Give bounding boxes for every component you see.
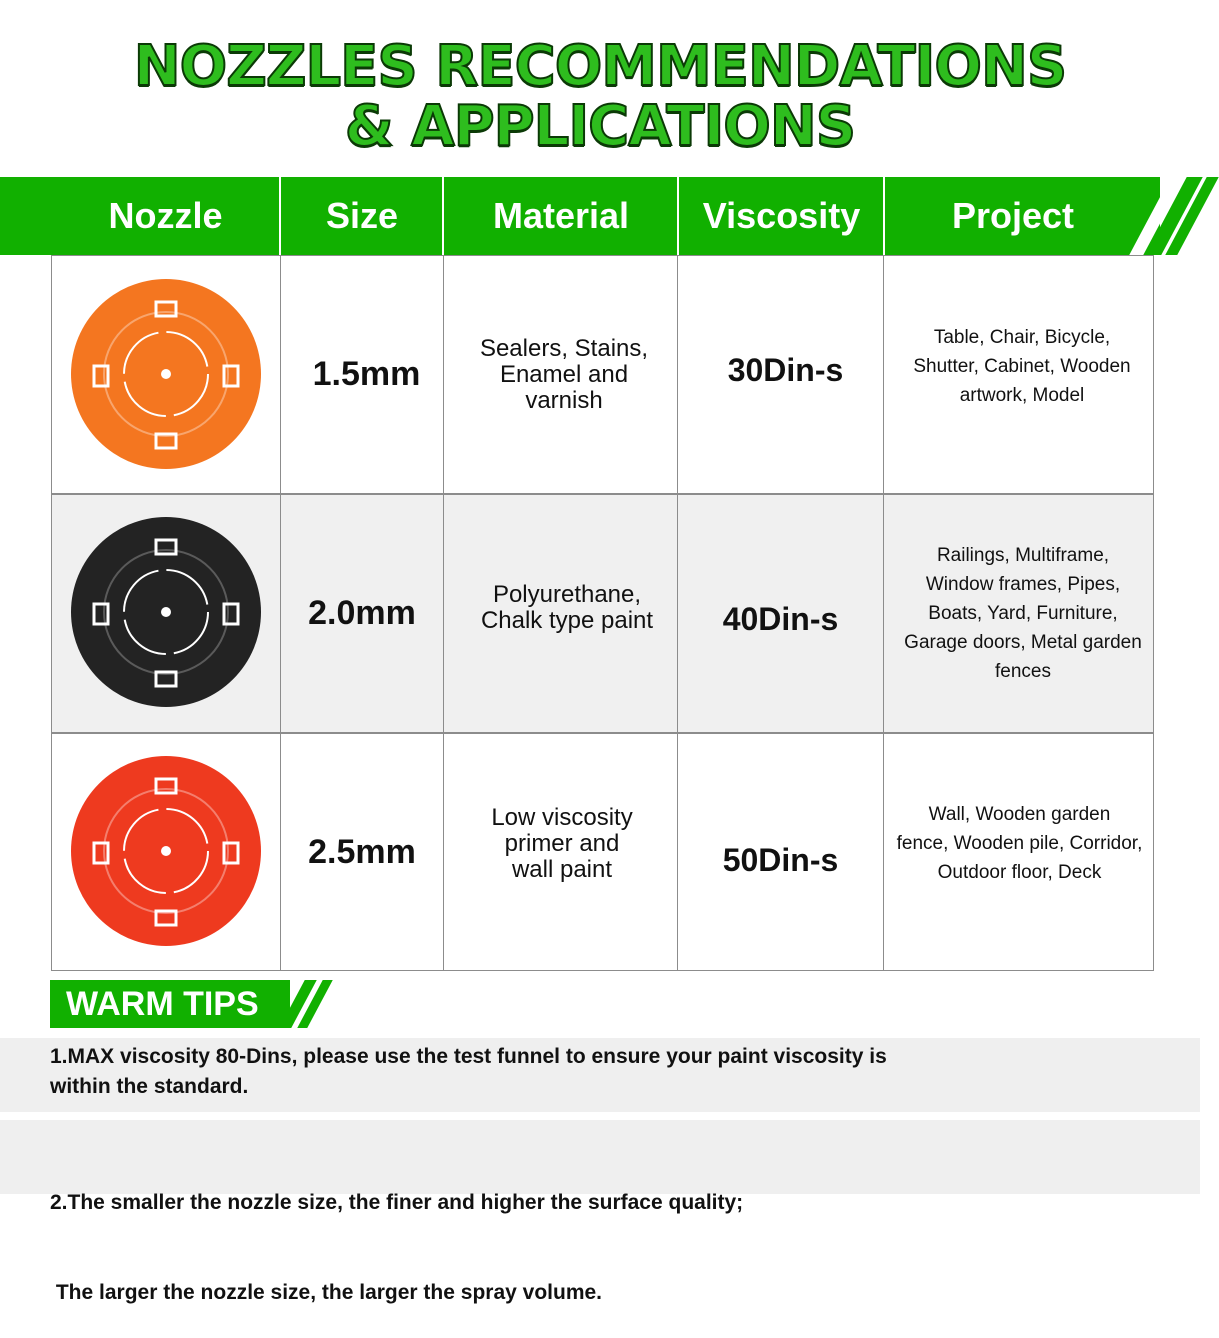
- page-title-line-2: & APPLICATIONS: [344, 94, 856, 159]
- viscosity-cell: 30Din-s: [727, 352, 844, 388]
- project-line: Outdoor floor, Deck: [937, 861, 1102, 883]
- material-line: Chalk type paint: [480, 606, 654, 634]
- project-cell: [894, 247, 1150, 486]
- header-size: Size: [325, 195, 399, 236]
- material-cell: [444, 725, 680, 963]
- project-line: Shutter, Cabinet, Wooden: [913, 356, 1131, 377]
- project-line: Railings, Multiframe,: [936, 545, 1110, 566]
- nozzle-black-icon: [70, 516, 262, 708]
- tip-line: 2.The smaller the nozzle size, the finer and higher the surface quality;: [50, 1191, 744, 1214]
- project-cell: [885, 724, 1154, 962]
- tip-1-text: [50, 1042, 887, 1102]
- nozzle-red-icon: [70, 755, 262, 947]
- size-cell: 1.5mm: [312, 355, 421, 393]
- material-cell: [444, 255, 684, 494]
- material-line: Low viscosity: [491, 804, 633, 831]
- header-viscosity: Viscosity: [702, 195, 861, 236]
- project-line: Table, Chair, Bicycle,: [933, 327, 1111, 348]
- size-cell: 2.0mm: [308, 594, 416, 632]
- nozzle-orange-icon: [70, 278, 262, 470]
- project-line: artwork, Model: [959, 385, 1085, 406]
- tip-line: 1.MAX viscosity 80-Dins, please use the test funnel to ensure your paint viscosity is: [50, 1045, 887, 1068]
- material-line: primer and: [504, 830, 620, 857]
- tip-line: The larger the nozzle size, the larger the spray volume.: [50, 1281, 602, 1304]
- tip-line: within the standard.: [50, 1075, 249, 1098]
- project-cell: [892, 494, 1154, 733]
- size-cell: 2.5mm: [308, 832, 416, 871]
- project-line: fences: [995, 661, 1051, 682]
- project-line: Wall, Wooden garden: [928, 803, 1111, 825]
- project-line: Window frames, Pipes,: [925, 574, 1121, 595]
- header-project: Project: [951, 195, 1075, 236]
- viscosity-cell: 50Din-s: [722, 841, 839, 878]
- material-line: Enamel and: [499, 360, 629, 388]
- material-line: Polyurethane,: [492, 580, 642, 608]
- project-line: fence, Wooden pile, Corridor,: [896, 832, 1143, 854]
- viscosity-cell: 40Din-s: [722, 601, 839, 637]
- page-title-line-1: NOZZLES RECOMMENDATIONS: [133, 34, 1067, 99]
- warm-tips-label: WARM TIPS: [50, 980, 290, 1028]
- header-nozzle: Nozzle: [108, 195, 223, 236]
- material-line: wall paint: [511, 856, 613, 883]
- material-cell: [444, 488, 690, 727]
- material-line: varnish: [525, 386, 603, 414]
- material-line: Sealers, Stains,: [479, 334, 649, 362]
- project-line: Boats, Yard, Furniture,: [928, 603, 1118, 624]
- header-material: Material: [492, 195, 630, 236]
- project-line: Garage doors, Metal garden: [904, 632, 1142, 653]
- tip-2-text: [50, 1128, 743, 1338]
